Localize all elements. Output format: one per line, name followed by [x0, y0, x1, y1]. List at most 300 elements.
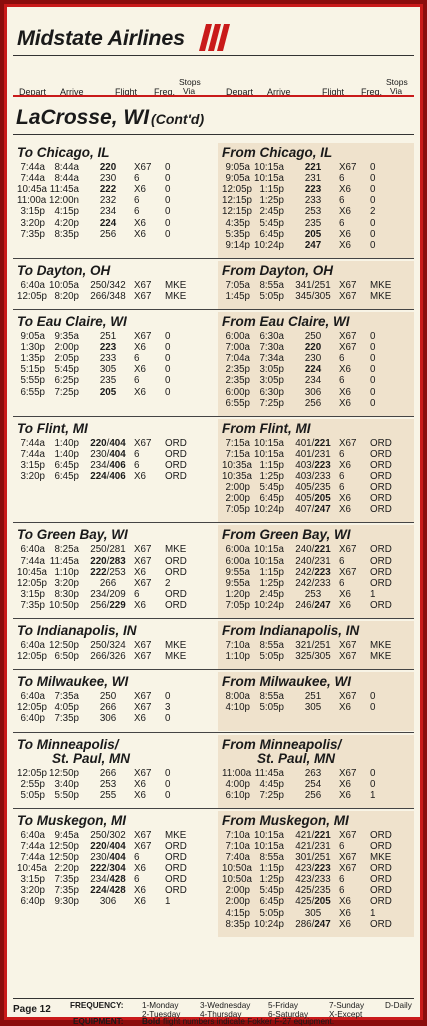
frequency: X6	[339, 778, 351, 790]
arrive-time: 4:15p	[54, 206, 79, 218]
flight-number: 266/326	[90, 651, 126, 663]
depart-time: 5:55p	[20, 375, 45, 387]
flight-number: 223	[304, 184, 322, 196]
depart-time: 9:55a	[225, 566, 250, 578]
flight-row	[222, 398, 417, 409]
flight-number: 235	[99, 375, 117, 387]
flight-row	[222, 863, 417, 874]
frequency: X67	[339, 863, 357, 875]
header-rule	[13, 55, 414, 56]
stops-via: 0	[165, 789, 171, 801]
flight-number: 263	[304, 767, 322, 779]
from-city-title: From Indianapolis, IN	[222, 623, 360, 638]
depart-time: 4:10p	[225, 702, 250, 714]
flight-row	[222, 544, 417, 555]
flight-number: 224	[99, 217, 117, 229]
depart-time: 7:04a	[225, 353, 250, 365]
arrive-time: 3:05p	[259, 364, 284, 376]
stops-via: 0	[165, 353, 171, 365]
flight-row	[222, 331, 417, 342]
arrive-time: 5:45p	[54, 364, 79, 376]
arrive-time: 1:15p	[259, 863, 284, 875]
flight-row	[222, 504, 417, 515]
stops-via: 0	[370, 162, 376, 173]
flight-row	[17, 387, 212, 398]
arrive-time: 10:05a	[49, 279, 79, 291]
flight-number: 253	[99, 778, 117, 790]
flight-number: 222/304	[90, 863, 126, 875]
depart-time: 6:40p	[20, 713, 45, 725]
frequency: X6	[134, 364, 146, 376]
from-city-title: From Minneapolis/	[222, 736, 342, 752]
depart-time: 12:05p	[17, 290, 47, 302]
flight-row	[222, 768, 417, 779]
frequency: X67	[339, 437, 357, 449]
frequency: 6	[134, 375, 140, 387]
depart-time: 4:00p	[225, 778, 250, 790]
depart-time: 1:45p	[225, 290, 250, 302]
flight-row	[17, 206, 212, 217]
flight-number: 405/235	[295, 482, 331, 494]
flight-row	[222, 556, 417, 567]
depart-time: 6:40a	[20, 829, 45, 841]
arrive-time: 2:05p	[54, 353, 79, 365]
arrive-time: 12:50p	[49, 840, 79, 852]
stops-via: 1	[165, 896, 171, 908]
flight-row	[17, 578, 212, 589]
arrive-time: 7:25p	[259, 789, 284, 801]
arrive-time: 10:24p	[254, 918, 284, 930]
flight-number: 325/305	[295, 651, 331, 663]
column-header-flight: Flight	[322, 87, 345, 97]
arrive-time: 6:45p	[54, 471, 79, 482]
equipment-bold-word: Bold	[142, 1017, 161, 1026]
column-header-depart: Depart	[226, 87, 254, 97]
depart-time: 2:00p	[225, 885, 250, 897]
arrive-time: 6:25p	[54, 375, 79, 387]
freq-key: 1-Monday	[142, 1001, 179, 1010]
stops-via: 0	[370, 195, 376, 207]
flight-number: 220/404	[90, 437, 126, 449]
arrive-time: 7:34a	[259, 353, 284, 365]
frequency: 6	[134, 459, 140, 471]
depart-time: 12:15p	[222, 195, 252, 207]
flight-number: 235	[304, 217, 322, 229]
arrive-time: 1:10p	[54, 566, 79, 578]
stops-via: ORD	[165, 588, 187, 600]
flight-row	[17, 779, 212, 790]
stops-via: 0	[370, 184, 376, 196]
flight-number: 301/251	[295, 852, 331, 863]
frequency: 6	[339, 375, 345, 387]
arrive-time: 11:45a	[49, 184, 79, 196]
frequency: X67	[134, 555, 152, 567]
from-city-title: From Milwaukee, WI	[222, 674, 352, 690]
arrive-time: 5:50p	[54, 789, 79, 801]
flight-row	[17, 291, 212, 302]
arrive-time: 8:25a	[54, 544, 79, 556]
flight-row	[222, 589, 417, 600]
flight-row	[17, 229, 212, 240]
flight-row	[17, 471, 212, 482]
frequency: X67	[134, 829, 152, 841]
depart-time: 8:00a	[225, 691, 250, 703]
flight-number: 421/231	[295, 840, 331, 852]
stops-via: 0	[370, 364, 376, 376]
frequency: X6	[339, 206, 351, 218]
depart-time: 4:15p	[225, 907, 250, 919]
frequency: X6	[134, 778, 146, 790]
section-divider	[13, 258, 414, 259]
frequency: X67	[134, 331, 152, 342]
stops-via: 0	[370, 173, 376, 185]
arrive-time: 7:35p	[54, 874, 79, 886]
frequency: X67	[339, 852, 357, 863]
depart-time: 7:00a	[225, 342, 250, 354]
depart-time: 7:10a	[225, 829, 250, 841]
stops-via: 0	[165, 691, 171, 703]
flight-number: 242/223	[295, 566, 331, 578]
flight-number: 403/233	[295, 471, 331, 482]
frequency: 6	[339, 448, 345, 460]
frequency: X67	[134, 651, 152, 663]
stops-via: ORD	[370, 896, 392, 908]
depart-time: 10:35a	[222, 459, 252, 471]
freq-key: X-Except	[329, 1010, 363, 1019]
stops-via: 0	[370, 217, 376, 229]
arrive-time: 6:30p	[259, 386, 284, 398]
arrive-time: 6:45p	[54, 459, 79, 471]
flight-row	[17, 885, 212, 896]
flight-number: 230/404	[90, 448, 126, 460]
stops-via: 0	[370, 386, 376, 398]
flight-number: 230	[304, 353, 322, 365]
flight-row	[17, 438, 212, 449]
arrive-time: 6:30a	[259, 331, 284, 342]
stops-via: 0	[165, 228, 171, 240]
flight-number: 250/281	[90, 544, 126, 556]
flight-number: 266/348	[90, 290, 126, 302]
depart-time: 9:05a	[225, 162, 250, 173]
flight-row	[17, 364, 212, 375]
arrive-time: 10:24p	[254, 239, 284, 251]
arrive-time: 12:00n	[49, 195, 79, 207]
flight-row	[17, 331, 212, 342]
stops-via: 0	[165, 386, 171, 398]
arrive-time: 10:15a	[254, 829, 284, 841]
flight-number: 256	[304, 789, 322, 801]
depart-time: 12:05p	[222, 184, 252, 196]
from-city-title: From Flint, MI	[222, 420, 311, 436]
city-name: LaCrosse, WI	[16, 106, 150, 129]
arrive-time: 2:45p	[259, 206, 284, 218]
stops-via: ORD	[370, 493, 392, 505]
flight-row	[17, 841, 212, 852]
stops-via: 0	[370, 239, 376, 251]
depart-time: 6:00p	[225, 386, 250, 398]
flight-number: 266	[99, 702, 117, 714]
depart-time: 2:35p	[225, 364, 250, 376]
frequency: X6	[339, 364, 351, 376]
depart-time: 12:15p	[222, 206, 252, 218]
freq-key: D-Daily	[385, 1001, 412, 1010]
arrive-time: 9:30p	[54, 896, 79, 908]
flight-number: 425/205	[295, 896, 331, 908]
frequency: X6	[339, 493, 351, 505]
depart-time: 6:55p	[20, 386, 45, 398]
flight-row	[17, 830, 212, 841]
header-accent-rule	[13, 95, 414, 97]
stops-via: ORD	[165, 437, 187, 449]
section-divider	[13, 669, 414, 670]
stops-via: 0	[165, 778, 171, 790]
flight-number: 224/406	[90, 471, 126, 482]
frequency: X67	[134, 437, 152, 449]
frequency: X67	[134, 640, 152, 651]
city-suffix: (Cont'd)	[151, 111, 205, 127]
frequency: X6	[134, 566, 146, 578]
arrive-time: 8:20p	[54, 290, 79, 302]
depart-time: 2:35p	[225, 375, 250, 387]
stops-via: 0	[165, 713, 171, 725]
stops-via: 0	[165, 767, 171, 779]
frequency: X67	[339, 544, 357, 556]
flight-number: 255	[99, 789, 117, 801]
to-city-title: To Muskegon, MI	[17, 812, 126, 828]
frequency: X6	[339, 386, 351, 398]
flight-row	[17, 280, 212, 291]
depart-time: 9:05a	[225, 173, 250, 185]
flight-number: 230	[99, 173, 117, 185]
flight-row	[222, 640, 417, 651]
arrive-time: 8:55a	[259, 279, 284, 291]
arrive-time: 8:44a	[54, 173, 79, 185]
flight-number: 220	[304, 342, 322, 354]
stops-via: MKE	[165, 290, 187, 302]
flight-row	[222, 493, 417, 504]
arrive-time: 10:15a	[254, 544, 284, 556]
section-divider	[13, 808, 414, 809]
stops-via: MKE	[370, 852, 392, 863]
flight-row	[17, 896, 212, 907]
flight-number: 220	[99, 162, 117, 173]
depart-time: 6:55p	[225, 397, 250, 409]
flight-row	[17, 218, 212, 229]
depart-time: 7:35p	[20, 228, 45, 240]
airline-logo	[198, 24, 231, 51]
timetable-page	[7, 7, 420, 1026]
from-city-title: From Chicago, IL	[222, 145, 333, 160]
stops-via: ORD	[165, 840, 187, 852]
depart-time: 10:35a	[222, 471, 252, 482]
arrive-time: 1:25p	[259, 874, 284, 886]
flight-number: 306	[99, 896, 117, 908]
from-city-title: From Eau Claire, WI	[222, 314, 350, 329]
arrive-time: 9:45a	[54, 829, 79, 841]
arrive-time: 1:25p	[259, 577, 284, 589]
depart-time: 3:15p	[20, 206, 45, 218]
frequency: X6	[339, 918, 351, 930]
stops-via: 0	[370, 767, 376, 779]
flight-row	[222, 841, 417, 852]
stops-via: ORD	[370, 599, 392, 611]
depart-time: 12:05p	[17, 767, 47, 779]
stops-via: 0	[370, 778, 376, 790]
frequency: X6	[134, 342, 146, 354]
flight-number: 205	[99, 386, 117, 398]
stops-via: ORD	[370, 829, 392, 841]
depart-time: 7:44a	[20, 555, 45, 567]
frequency: 6	[339, 555, 345, 567]
stops-via: ORD	[370, 555, 392, 567]
flight-number: 234/209	[90, 588, 126, 600]
flight-row	[17, 768, 212, 779]
flight-number: 221	[304, 162, 322, 173]
flight-row	[17, 713, 212, 724]
flight-row	[222, 691, 417, 702]
frequency: X6	[339, 588, 351, 600]
flight-row	[17, 589, 212, 600]
flight-row	[222, 460, 417, 471]
depart-time: 7:40a	[225, 852, 250, 863]
flight-number: 421/221	[295, 829, 331, 841]
arrive-time: 10:24p	[254, 504, 284, 516]
flight-number: 266	[99, 767, 117, 779]
depart-time: 10:50a	[222, 874, 252, 886]
frequency: X6	[339, 599, 351, 611]
flight-row	[222, 206, 417, 217]
flight-row	[222, 240, 417, 251]
to-city-title: To Chicago, IL	[17, 145, 110, 160]
flight-number: 341/251	[295, 279, 331, 291]
freq-key: 4-Thursday	[200, 1010, 242, 1019]
stops-via: 2	[370, 206, 376, 218]
freq-key: 3-Wednesday	[200, 1001, 251, 1010]
stops-via: ORD	[370, 437, 392, 449]
stops-via: ORD	[165, 448, 187, 460]
flight-row	[222, 578, 417, 589]
flight-row	[222, 471, 417, 482]
frequency: X67	[339, 331, 357, 342]
depart-time: 2:00p	[225, 896, 250, 908]
frequency: X6	[339, 907, 351, 919]
flight-row	[222, 342, 417, 353]
flight-row	[222, 790, 417, 801]
flight-number: 251	[99, 331, 117, 342]
flight-number: 224/428	[90, 885, 126, 897]
flight-row	[17, 353, 212, 364]
arrive-time: 10:15a	[254, 162, 284, 173]
flight-number: 254	[304, 778, 322, 790]
frequency: 6	[134, 353, 140, 365]
frequency: X67	[134, 544, 152, 556]
flight-number: 231	[304, 173, 322, 185]
column-header-stops: Stops	[179, 77, 201, 87]
flight-row	[222, 218, 417, 229]
flight-number: 222/253	[90, 566, 126, 578]
arrive-time: 1:15p	[259, 459, 284, 471]
arrive-time: 5:05p	[259, 907, 284, 919]
arrive-time: 10:15a	[254, 437, 284, 449]
depart-time: 6:40a	[20, 279, 45, 291]
stops-via: 1	[370, 907, 376, 919]
flight-row	[222, 896, 417, 907]
arrive-time: 10:15a	[254, 555, 284, 567]
depart-time: 10:50a	[222, 863, 252, 875]
frequency: 6	[339, 471, 345, 482]
arrive-time: 1:25p	[259, 471, 284, 482]
flight-row	[222, 567, 417, 578]
frequency: X6	[134, 896, 146, 908]
flight-row	[222, 482, 417, 493]
frequency: X67	[134, 702, 152, 714]
from-city-title: From Dayton, OH	[222, 262, 334, 278]
stops-via: ORD	[370, 863, 392, 875]
arrive-time: 1:15p	[259, 566, 284, 578]
depart-time: 3:15p	[20, 588, 45, 600]
freq-key: 2-Tuesday	[142, 1010, 181, 1019]
flight-row	[222, 702, 417, 713]
flight-number: 250	[304, 331, 322, 342]
stops-via: 0	[165, 342, 171, 354]
flight-number: 247	[304, 239, 322, 251]
frequency: X6	[134, 599, 146, 611]
flight-number: 256	[304, 397, 322, 409]
flight-row	[17, 375, 212, 386]
flight-number: 232	[99, 195, 117, 207]
flight-row	[17, 556, 212, 567]
arrive-time: 12:50p	[49, 767, 79, 779]
frequency: X6	[134, 184, 146, 196]
flight-number: 250/342	[90, 279, 126, 291]
stops-via: ORD	[370, 577, 392, 589]
depart-time: 2:00p	[225, 482, 250, 494]
flight-row	[222, 852, 417, 863]
page-border	[4, 4, 423, 1026]
stops-via: 0	[370, 342, 376, 354]
frequency: 6	[134, 206, 140, 218]
stops-via: MKE	[165, 544, 187, 556]
depart-time: 5:15p	[20, 364, 45, 376]
section-divider	[13, 309, 414, 310]
frequency: 6	[339, 885, 345, 897]
depart-time: 11:00a	[222, 767, 252, 779]
depart-time: 7:05a	[225, 279, 250, 291]
flight-number: 234/428	[90, 874, 126, 886]
stops-via: 0	[370, 691, 376, 703]
flight-number: 306	[99, 713, 117, 725]
frequency: X6	[339, 896, 351, 908]
depart-time: 12:05p	[17, 702, 47, 714]
arrive-time: 8:35p	[54, 228, 79, 240]
frequency: X67	[339, 640, 357, 651]
flight-row	[17, 651, 212, 662]
flight-row	[222, 908, 417, 919]
frequency-label: FREQUENCY:	[70, 1001, 124, 1010]
stops-via: ORD	[370, 885, 392, 897]
flight-row	[17, 640, 212, 651]
arrive-time: 2:00p	[54, 342, 79, 354]
frequency: 6	[339, 195, 345, 207]
flight-row	[222, 919, 417, 930]
stops-via: 0	[370, 331, 376, 342]
depart-time: 7:15a	[225, 437, 250, 449]
flight-number: 246/247	[295, 599, 331, 611]
stops-via: 0	[165, 217, 171, 229]
depart-time: 7:44a	[20, 852, 45, 863]
arrive-time: 8:30p	[54, 588, 79, 600]
stops-via: 0	[165, 206, 171, 218]
